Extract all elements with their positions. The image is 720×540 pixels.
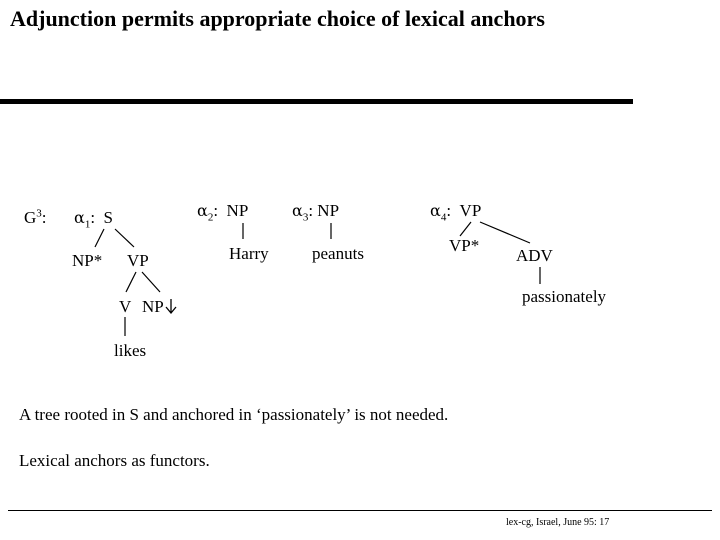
alpha1-np-star: NP* [72, 251, 103, 270]
alpha1-vp: VP [127, 251, 149, 270]
alpha2-root: NP [226, 201, 249, 220]
alpha2-root-label: $\alpha_2$: NP [197, 201, 249, 224]
alpha4-adv: ADV [516, 246, 553, 265]
alpha4-greek: α [430, 201, 441, 220]
caption-line-1: A tree rooted in S and anchored in ‘passionately’ is not needed. [19, 405, 449, 424]
alpha1-index: 1 [84, 218, 91, 231]
footer-divider [8, 510, 712, 511]
alpha4-vp-star: VP* [449, 236, 480, 255]
alpha2-index: 2 [207, 211, 214, 224]
alpha3-anchor: peanuts [312, 244, 364, 263]
alpha4-root-label: $\alpha_4$: VP [430, 201, 482, 224]
caption-line-2: Lexical anchors as functors. [19, 451, 210, 470]
edge-s-vp [115, 229, 134, 247]
grammar-suffix: : [41, 208, 47, 227]
edge-alpha4-vp-adv [480, 222, 530, 243]
edge-vp-v [126, 272, 136, 292]
alpha3-root: NP [317, 201, 340, 220]
alpha1-root-label: $\alpha_1$: S [74, 208, 114, 231]
alpha3-greek: α [292, 201, 303, 220]
alpha3-index: 3 [302, 211, 309, 224]
alpha1-greek: α [74, 208, 85, 227]
alpha2-greek: α [197, 201, 208, 220]
alpha2-anchor: Harry [229, 244, 269, 263]
alpha1-np-label: NP [142, 297, 164, 316]
edge-alpha4-vp-vpstar [460, 222, 471, 236]
grammar-sup: 3 [36, 207, 42, 220]
alpha1-anchor: likes [114, 341, 147, 360]
alpha1-root: S [103, 208, 114, 227]
alpha1-v: V [119, 297, 132, 316]
alpha4-root: VP [459, 201, 482, 220]
alpha4-anchor: passionately [522, 287, 607, 306]
edge-vp-np [142, 272, 160, 292]
slide-title: Adjunction permits appropriate choice of lexical anchors [10, 6, 545, 31]
alpha3-root-label: $\alpha_3$: NP [292, 201, 340, 224]
footer-text: lex-cg, Israel, June 95: 17 [506, 517, 610, 528]
edge-s-npstar [95, 229, 104, 247]
alpha4-index: 4 [440, 211, 447, 224]
grammar-name: G [24, 208, 37, 227]
